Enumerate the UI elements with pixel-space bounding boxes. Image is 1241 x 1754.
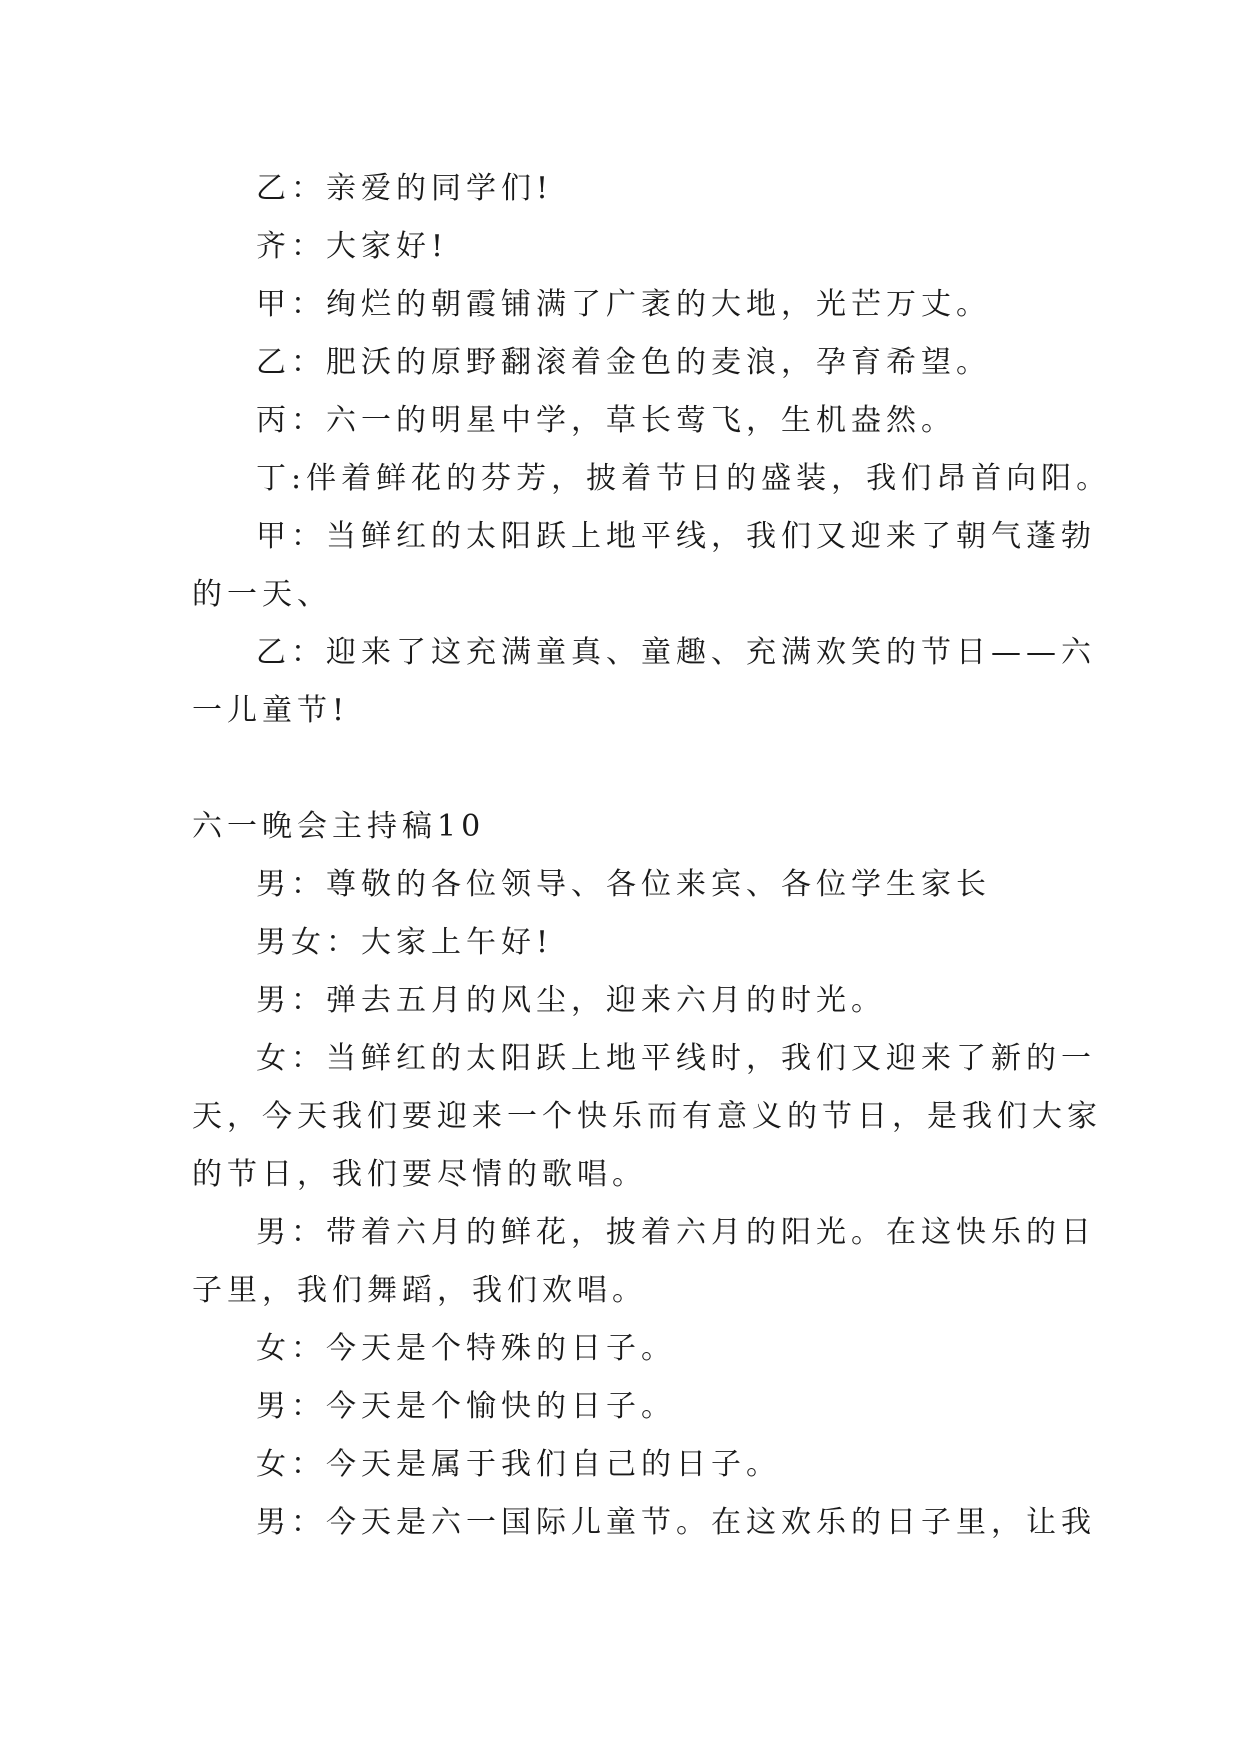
script-line: 乙：肥沃的原野翻滚着金色的麦浪，孕育希望。 xyxy=(256,345,991,380)
script-line: 的一天、 xyxy=(192,577,332,612)
script-line: 男：弹去五月的风尘，迎来六月的时光。 xyxy=(256,983,886,1018)
script-line: 天，今天我们要迎来一个快乐而有意义的节日，是我们大家 xyxy=(192,1099,1102,1134)
script-line: 齐：大家好! xyxy=(256,229,449,264)
script-line: 男女：大家上午好! xyxy=(256,925,554,960)
script-line: 丁:伴着鲜花的芬芳，披着节日的盛装，我们昂首向阳。 xyxy=(256,461,1112,496)
script-line: 女：今天是个特殊的日子。 xyxy=(256,1331,676,1366)
script-line: 女：当鲜红的太阳跃上地平线时，我们又迎来了新的一 xyxy=(256,1041,1096,1076)
script-line: 子里，我们舞蹈，我们欢唱。 xyxy=(192,1273,647,1308)
script-line: 甲：绚烂的朝霞铺满了广袤的大地，光芒万丈。 xyxy=(256,287,991,322)
script-line: 乙：亲爱的同学们! xyxy=(256,171,554,206)
script-section-2 xyxy=(192,856,1102,1552)
script-line: 一儿童节! xyxy=(192,693,350,728)
document-page xyxy=(192,160,1112,1552)
section-heading: 六一晚会主持稿10 xyxy=(192,809,486,844)
script-line: 男：带着六月的鲜花，披着六月的阳光。在这快乐的日 xyxy=(256,1215,1096,1250)
script-line: 甲：当鲜红的太阳跃上地平线，我们又迎来了朝气蓬勃 xyxy=(256,519,1096,554)
script-line: 丙：六一的明星中学，草长莺飞，生机盎然。 xyxy=(256,403,956,438)
script-line: 的节日，我们要尽情的歌唱。 xyxy=(192,1157,647,1192)
script-line: 男：尊敬的各位领导、各位来宾、各位学生家长 xyxy=(256,867,991,902)
script-section-1 xyxy=(192,160,1112,740)
script-line: 乙：迎来了这充满童真、童趣、充满欢笑的节日——六 xyxy=(256,635,1096,670)
script-line: 男：今天是六一国际儿童节。在这欢乐的日子里，让我 xyxy=(256,1505,1096,1540)
script-line: 女：今天是属于我们自己的日子。 xyxy=(256,1447,781,1482)
script-line: 男：今天是个愉快的日子。 xyxy=(256,1389,676,1424)
